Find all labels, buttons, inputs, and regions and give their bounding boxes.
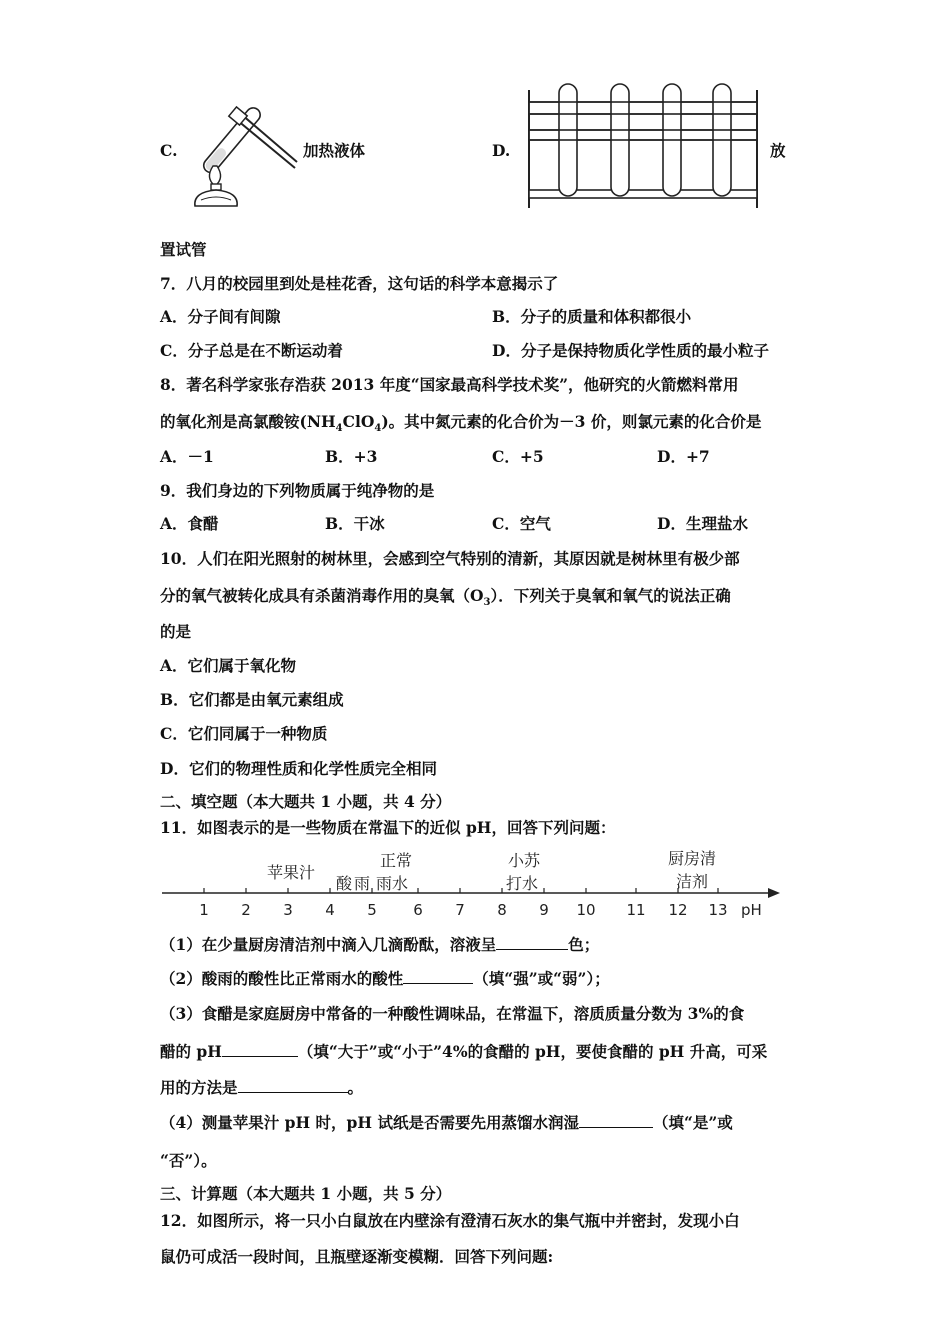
q10-option-b: B．它们都是由氧元素组成 xyxy=(160,690,344,709)
label-acid-rain-1: 酸 xyxy=(336,874,353,893)
q8-option-b: B．+3 xyxy=(325,447,378,466)
q7-option-d: D．分子是保持物质化学性质的最小粒子 xyxy=(492,341,769,360)
ph-tick-label: 2 xyxy=(241,901,251,919)
q11-part3-line1: （3）食醋是家庭厨房中常备的一种酸性调味品，在常温下，溶质质量分数为 3%的食 xyxy=(160,1004,745,1023)
option-c-label: C. xyxy=(160,141,178,160)
q8-option-a: A．－1 xyxy=(160,447,214,466)
q9-option-b: B．干冰 xyxy=(325,514,385,533)
q11-stem: 11．如图表示的是一些物质在常温下的近似 pH，回答下列问题： xyxy=(160,818,616,837)
ph-unit-label: pH xyxy=(741,901,762,919)
q11-part4-line2: “否”）。 xyxy=(160,1151,217,1170)
ph-tick-label: 10 xyxy=(576,901,596,919)
q12-line1: 12．如图所示，将一只小白鼠放在内壁涂有澄清石灰水的集气瓶中并密封，发现小白 xyxy=(160,1211,740,1230)
ph-tick-label: 3 xyxy=(283,901,293,919)
q9-option-d: D．生理盐水 xyxy=(657,514,748,533)
label-cleaner-1: 厨房清 xyxy=(668,849,717,868)
q10-line2: 分的氧气被转化成具有杀菌消毒作用的臭氧$(O_3)$．下列关于臭氧和氧气的说法正确 xyxy=(160,586,731,609)
q11-part3-line3: 用的方法是 。 xyxy=(160,1078,364,1097)
option-d-label: D. xyxy=(492,141,511,160)
option-d-text-tail: 放 xyxy=(770,141,786,160)
q11-part2: （2）酸雨的酸性比正常雨水的酸性 （填“强”或“弱”）； xyxy=(160,969,610,988)
q8-option-c: C．+5 xyxy=(492,447,544,466)
ph-tick-label: 9 xyxy=(539,901,549,919)
q7-option-c: C．分子总是在不断运动着 xyxy=(160,341,343,360)
section-2-heading: 二、填空题（本大题共 1 小题，共 4 分） xyxy=(160,792,452,811)
q11-part3-line2: 醋的 pH （填“大于”或“小于”4%的食醋的 pH，要使食醋的 pH 升高，可采 xyxy=(160,1042,768,1061)
ph-tick-label: 11 xyxy=(626,901,646,919)
section-3-heading: 三、计算题（本大题共 1 小题，共 5 分） xyxy=(160,1184,452,1203)
test-tube-rack-illustration xyxy=(525,82,761,212)
label-normal-rain-1: 正常 xyxy=(380,851,413,870)
q9-option-a: A．食醋 xyxy=(160,514,219,533)
ph-scale-figure xyxy=(150,845,790,923)
ph-tick-label: 4 xyxy=(325,901,335,919)
q7-stem: 7．八月的校园里到处是桂花香，这句话的科学本意揭示了 xyxy=(160,274,559,293)
ph-tick-label: 5 xyxy=(367,901,377,919)
q10-option-c: C．它们同属于一种物质 xyxy=(160,724,328,743)
q10-option-a: A．它们属于氧化物 xyxy=(160,656,297,675)
answer-blank[interactable] xyxy=(222,1042,298,1057)
q12-line2: 鼠仍可成活一段时间，且瓶壁逐渐变模糊．回答下列问题: xyxy=(160,1247,554,1266)
label-acid-rain-2: 雨 xyxy=(354,874,371,893)
q10-option-d: D．它们的物理性质和化学性质完全相同 xyxy=(160,759,437,778)
label-soda-2: 打水 xyxy=(506,874,539,893)
q10-line1: 10．人们在阳光照射的树林里，会感到空气特别的清新，其原因就是树林里有极少部 xyxy=(160,549,740,568)
option-d-text-cont: 置试管 xyxy=(160,240,207,259)
q11-part1: （1）在少量厨房清洁剂中滴入几滴酚酞，溶液呈 色； xyxy=(160,935,600,954)
heating-liquid-illustration xyxy=(185,100,305,210)
option-c-text: 加热液体 xyxy=(303,141,366,160)
q8-line1: 8．著名科学家张存浩获 2013 年度“国家最高科学技术奖”，他研究的火箭燃料常用 xyxy=(160,375,739,394)
q8-line2: 的氧化剂是高氯酸铵$(NH_4ClO_4)$。其中氮元素的化合价为－3 价，则氯元素的化合价是 xyxy=(160,412,762,435)
label-normal-rain-2: 雨水 xyxy=(376,874,409,893)
answer-blank[interactable] xyxy=(496,935,568,950)
label-cleaner-2: 洁剂 xyxy=(676,872,709,891)
ph-tick-label: 7 xyxy=(455,901,465,919)
label-apple-juice: 苹果汁 xyxy=(267,863,316,882)
q9-option-c: C．空气 xyxy=(492,514,551,533)
label-soda-1: 小苏 xyxy=(508,851,541,870)
q10-line3: 的是 xyxy=(160,622,192,641)
answer-blank[interactable] xyxy=(403,969,473,984)
ph-tick-label: 12 xyxy=(668,901,688,919)
q11-part4-line1: （4）测量苹果汁 pH 时，pH 试纸是否需要先用蒸馏水润湿 （填“是”或 xyxy=(160,1113,733,1132)
answer-blank[interactable] xyxy=(238,1078,348,1093)
ph-tick-label: 1 xyxy=(199,901,209,919)
q8-option-d: D．+7 xyxy=(657,447,710,466)
q7-option-a: A．分子间有间隙 xyxy=(160,307,281,326)
ph-tick-label: 8 xyxy=(497,901,507,919)
ph-tick-label: 13 xyxy=(708,901,728,919)
ph-tick-label: 6 xyxy=(413,901,423,919)
q9-stem: 9．我们身边的下列物质属于纯净物的是 xyxy=(160,481,435,500)
answer-blank[interactable] xyxy=(579,1113,653,1128)
q7-option-b: B．分子的质量和体积都很小 xyxy=(492,307,692,326)
